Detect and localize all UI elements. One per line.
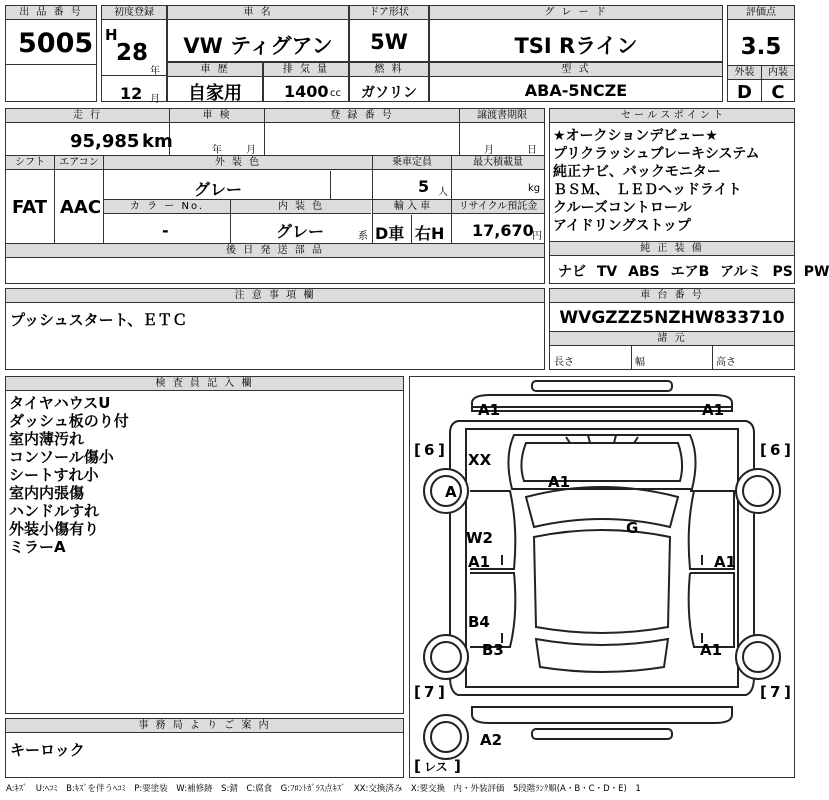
exterior-label: 外装 [728, 66, 761, 80]
notes-label: 注 意 事 項 欄 [6, 289, 544, 303]
tire-rl-bracket-close: ] [438, 683, 445, 701]
tire-rr-bracket-open: [ [760, 683, 767, 701]
lot-number-label: 出 品 番 号 [6, 6, 96, 20]
lot-number-box [5, 5, 97, 102]
door-type: 5W [370, 30, 408, 54]
import-label: 輸 入 車 [373, 200, 451, 214]
car-body-diagram [410, 377, 794, 777]
equipment-item: アルミ [720, 264, 762, 280]
transfer-label: 譲渡書期限 [460, 109, 544, 123]
year-unit: 年 [150, 66, 160, 77]
transfer-month-unit: 月 [484, 145, 494, 156]
equipment-item: ABS [628, 264, 660, 280]
mark-door-rl: B4 [468, 613, 490, 631]
details-box [5, 108, 545, 284]
door-label: ドア形状 [350, 6, 428, 20]
equipment-item: PW [803, 264, 829, 280]
sales-point: 純正ナビ、バックモニター [553, 164, 721, 180]
registration-month: 12 [120, 84, 143, 103]
capacity: 5 [418, 177, 430, 196]
inspector-label: 検 査 員 記 入 欄 [6, 377, 403, 391]
notes-text: プッシュスタート、ＥＴＣ [10, 311, 188, 329]
month-unit: 月 [150, 94, 160, 105]
lot-number: 5005 [18, 28, 94, 59]
color-number: - [162, 221, 169, 240]
sales-points-box [549, 108, 829, 284]
tire-fl-count: 6 [424, 441, 435, 459]
inspector-note: シートすれ小 [9, 466, 99, 484]
mark-door-fl-1: W2 [466, 529, 493, 547]
first-registration-label: 初度登録 [102, 6, 166, 20]
tire-rr-count: 7 [770, 683, 781, 701]
first-registration-box [101, 5, 167, 105]
car-diagram [409, 376, 795, 778]
sales-point: ＢＳＭ、 ＬＥＤヘッドライト [553, 182, 742, 198]
mark-wheel-fl: A [445, 483, 457, 501]
mark-hood: A1 [548, 473, 571, 491]
interior-grade: C [771, 82, 785, 103]
office-box [5, 718, 404, 778]
inspector-box [5, 376, 404, 714]
ext-color: グレー [194, 180, 243, 199]
office-label: 事 務 局 よ り ご 案 内 [6, 719, 403, 733]
mark-quarter-rl: B3 [482, 641, 504, 659]
chassis-box [549, 288, 795, 370]
car-name: VW ティグアン [183, 34, 333, 58]
transfer-day-unit: 日 [527, 145, 537, 156]
inspector-note: ハンドルすれ [9, 502, 100, 520]
registration-year: 28 [116, 40, 149, 66]
interior-label: 内装 [762, 66, 794, 80]
int-color-label: 内 装 色 [231, 200, 371, 214]
capacity-unit: 人 [438, 187, 448, 198]
tire-fl-bracket-open: [ [414, 441, 421, 459]
fuel-box [349, 62, 429, 102]
car-name-box [167, 5, 349, 62]
grade-box [429, 5, 723, 62]
inspector-note: 外装小傷有り [9, 520, 100, 538]
later-parts-label: 後 日 発 送 部 品 [6, 244, 544, 258]
equipment-list [558, 261, 829, 281]
tire-fl-bracket-close: ] [438, 441, 445, 459]
sales-point: アイドリングストップ [553, 218, 691, 234]
sales-points-label: セ ー ル ス ポ イ ン ト [550, 109, 794, 123]
history: 自家用 [188, 83, 242, 104]
regno-label: 登 録 番 号 [265, 109, 459, 123]
displacement-box [263, 62, 349, 102]
mark-roof: G [626, 519, 639, 537]
mark-rear: A2 [480, 731, 503, 749]
int-color: グレー [276, 222, 325, 241]
inspection-label: 車 検 [170, 109, 264, 123]
spare-bracket-open: [ [414, 757, 421, 775]
displacement: 1400 [284, 82, 329, 101]
spare-tire-note: レス [424, 760, 448, 774]
chassis-number: WVGZZZ5NZHW833710 [559, 308, 785, 328]
length-label: 長さ [554, 357, 574, 368]
mark-door-fl-2: A1 [468, 553, 491, 571]
tire-rl-bracket-open: [ [414, 683, 421, 701]
tire-fr-bracket-open: [ [760, 441, 767, 459]
fuel: ガソリン [361, 85, 417, 101]
score-box [727, 5, 795, 102]
spec-label: 諸 元 [550, 332, 794, 346]
chassis-label: 車 台 番 号 [550, 289, 794, 303]
mark-door-fr: A1 [714, 553, 737, 571]
shift: FAT [12, 197, 48, 218]
tire-rl-count: 7 [424, 683, 435, 701]
handle-side: 右H [415, 224, 445, 243]
car-name-label: 車 名 [168, 6, 348, 20]
sales-point: プリクラッシュブレーキシステム [553, 146, 760, 162]
mileage-unit: km [142, 131, 173, 152]
sales-points-list [553, 127, 760, 235]
mark-fender-fl: XX [468, 451, 492, 469]
tire-rr-bracket-close: ] [784, 683, 791, 701]
tire-fr-count: 6 [770, 441, 781, 459]
mark-front-right: A1 [702, 401, 725, 419]
shift-label: シフト [6, 156, 54, 170]
inspector-note: コンソール傷小 [9, 448, 114, 466]
inspection-month-unit: 月 [246, 145, 256, 156]
equipment-item: PS [772, 264, 793, 280]
equipment-item: TV [596, 264, 618, 280]
equipment-item: エアB [670, 264, 710, 280]
mark-quarter-rr: A1 [700, 641, 723, 659]
inspector-list [9, 394, 129, 556]
ac-type: AAC [60, 197, 102, 218]
recycle-deposit: 17,670 [472, 221, 534, 240]
recycle-unit: 円 [532, 231, 542, 242]
mark-front-left: A1 [478, 401, 501, 419]
sales-point: クルーズコントロール [553, 200, 692, 216]
history-label: 車 歴 [168, 63, 262, 77]
grade: TSI Rライン [514, 34, 638, 58]
mileage: 95,985 [70, 131, 140, 152]
inspector-note: 室内薄汚れ [9, 430, 85, 448]
equipment-item: ナビ [558, 264, 586, 280]
inspector-note: タイヤハウスU [9, 394, 111, 412]
equipment-label: 純 正 装 備 [550, 242, 794, 256]
door-box [349, 5, 429, 62]
inspector-note: 室内内張傷 [9, 484, 85, 502]
fuel-label: 燃 料 [350, 63, 428, 77]
ext-color-label: 外 装 色 [104, 156, 372, 170]
load-label: 最大積載量 [452, 156, 544, 170]
import-type: D車 [375, 224, 405, 243]
sales-point: ★オークションデビュー★ [553, 128, 718, 144]
recycle-label: リサイクル預託金 [452, 200, 544, 214]
inspector-note: ダッシュ板のり付 [9, 412, 129, 430]
office-text: キーロック [10, 741, 85, 759]
score-label: 評価点 [728, 6, 794, 20]
exterior-grade: D [737, 82, 752, 103]
height-label: 高さ [716, 357, 736, 368]
inspection-year-unit: 年 [212, 145, 222, 156]
grade-label: グ レ ー ド [430, 6, 722, 20]
era: H [105, 26, 118, 44]
model-box [429, 62, 723, 102]
legend-text: A:ｷｽﾞ U:ﾍｺﾐ B:ｷｽﾞを伴うﾍｺﾐ P:要塗装 W:補修跡 S:錆 C:腐食 G:ﾌﾛﾝﾄｶﾞﾗｽ点ｷｽﾞ XX:交換済み X:要交換 内・外装評価 5段階ﾗﾝｸ順(A・B・C・D・E) 1 [6, 784, 641, 794]
int-color-unit: 系 [358, 231, 368, 242]
color-no-label: カ ラ ー No. [104, 200, 230, 214]
notes-box [5, 288, 545, 370]
mileage-label: 走 行 [6, 109, 169, 123]
width-label: 幅 [635, 357, 645, 368]
overall-score: 3.5 [740, 34, 782, 60]
spare-bracket-close: ] [454, 757, 461, 775]
model-label: 型 式 [430, 63, 722, 77]
history-box [167, 62, 263, 102]
load-unit: kg [528, 183, 541, 194]
displacement-unit: cc [330, 88, 341, 99]
model-code: ABA-5NCZE [524, 81, 628, 100]
capacity-label: 乗車定員 [373, 156, 451, 170]
tire-fr-bracket-close: ] [784, 441, 791, 459]
inspector-note: ミラーA [9, 538, 66, 556]
displacement-label: 排 気 量 [264, 63, 348, 77]
ac-label: エアコン [55, 156, 103, 170]
